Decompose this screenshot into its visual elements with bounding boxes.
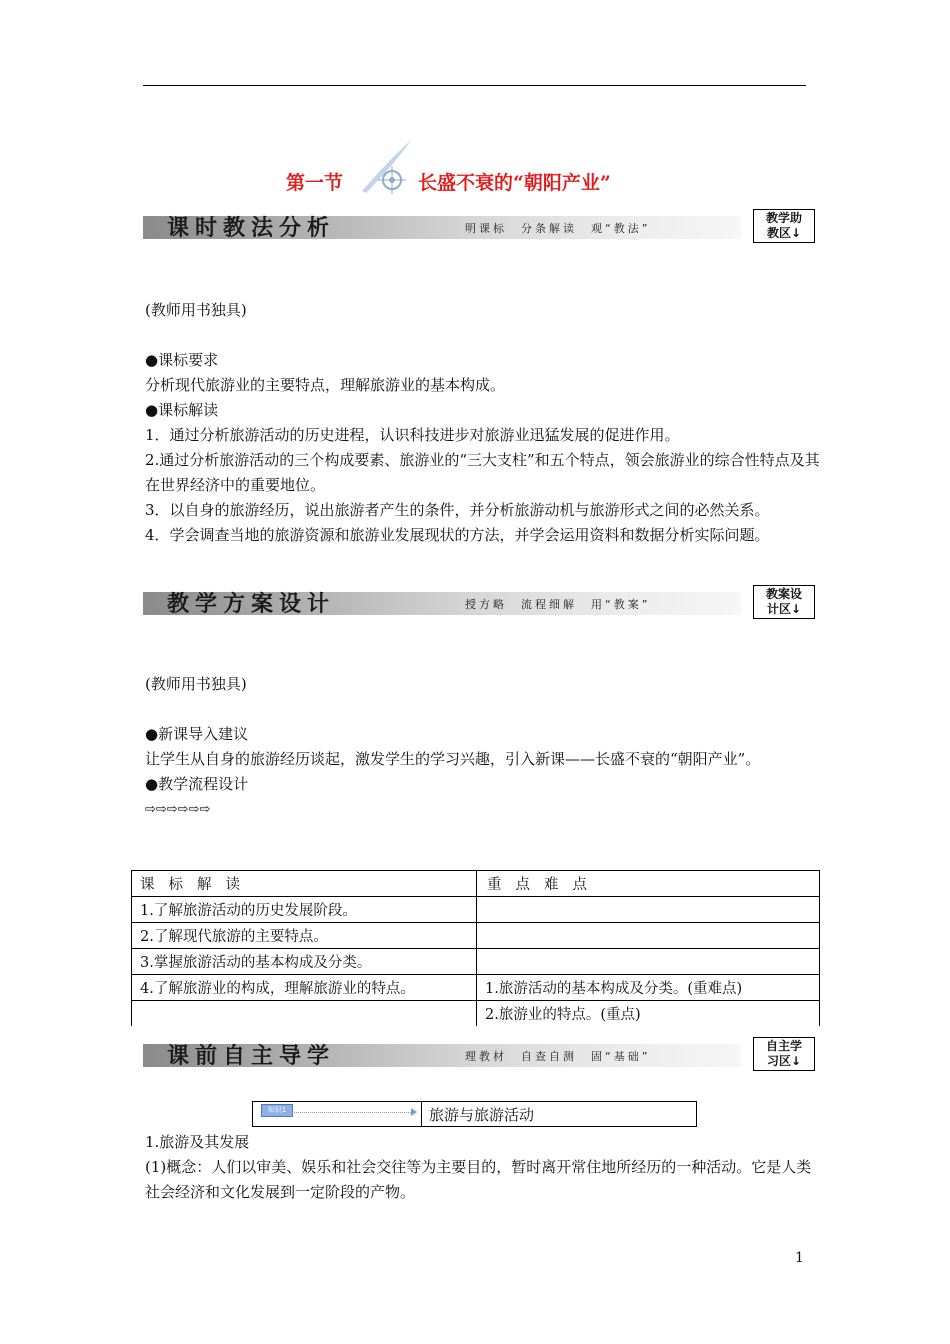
compass-emblem-icon	[356, 133, 416, 197]
zone-line-2: 教区↓	[766, 226, 802, 240]
flow-arrows: ⇨⇨⇨⇨⇨⇨	[145, 802, 211, 817]
banner-zone-box	[753, 1037, 815, 1071]
part1-body	[145, 298, 825, 548]
banner-zone-box	[753, 209, 815, 243]
heading-intro: ●新课导入建议	[145, 725, 249, 743]
interpretation-item: 3．以自身的旅游经历，说出旅游者产生的条件，并分析旅游动机与旅游形式之间的必然关系。	[145, 501, 770, 519]
table-cell: 3.掌握旅游活动的基本构成及分类。	[132, 949, 477, 975]
zone-line-2: 计区↓	[766, 602, 802, 616]
teacher-note: (教师用书独具)	[145, 301, 247, 319]
table-row	[132, 897, 820, 923]
part2-body	[145, 672, 825, 822]
down-arrow-icon: ↓	[790, 226, 802, 240]
dotted-arrow-line	[291, 1112, 413, 1113]
down-arrow-icon: ↓	[790, 602, 802, 616]
table-cell	[477, 897, 820, 923]
heading-flow: ●教学流程设计	[145, 775, 249, 793]
banner-title: 课前自主导学	[167, 1044, 336, 1069]
subheading: 1.旅游及其发展	[145, 1133, 250, 1151]
table-cell: 1.了解旅游活动的历史发展阶段。	[132, 897, 477, 923]
page-number: 1	[795, 1250, 804, 1266]
part3-body	[145, 1130, 825, 1205]
section-number: 第一节	[286, 172, 344, 194]
heading-requirement: ●课标要求	[145, 351, 219, 369]
banner-subtitle: 理教材 自查自测 固“基础”	[465, 1050, 651, 1063]
banner-title: 课时教法分析	[167, 216, 336, 241]
table-row	[132, 923, 820, 949]
zone-line-1: 自主学	[765, 1039, 802, 1053]
table-row	[132, 1001, 820, 1027]
standards-table	[131, 870, 820, 1026]
table-cell: 2.旅游业的特点。(重点)	[477, 1001, 820, 1027]
arrow-right-icon	[411, 1108, 417, 1116]
table-header-cell: 重点难点	[477, 871, 820, 897]
heading-interpretation: ●课标解读	[145, 401, 219, 419]
banner-title: 教学方案设计	[167, 592, 336, 617]
banner-teaching-plan	[143, 585, 815, 619]
interpretation-item: 2.通过分析旅游活动的三个构成要素、旅游业的“三大支柱”和五个特点，领会旅游业的综合性特点及其在世界经济中的重要地位。	[145, 451, 820, 494]
zone-line-1: 教学助	[765, 211, 802, 225]
section-title: 长盛不衰的“朝阳产业”	[418, 172, 611, 194]
header-rule	[143, 85, 806, 86]
table-header-cell: 课标解读	[132, 871, 477, 897]
knowledge-tag	[253, 1102, 422, 1126]
table-row	[132, 949, 820, 975]
table-cell: 4.了解旅游业的构成，理解旅游业的特点。	[132, 975, 477, 1001]
knowledge-point-box	[252, 1101, 697, 1127]
zone-line-2: 习区↓	[766, 1054, 802, 1068]
table-cell	[477, 923, 820, 949]
banner-subtitle: 明课标 分条解读 观“教法”	[465, 222, 651, 235]
table-cell: 2.了解现代旅游的主要特点。	[132, 923, 477, 949]
table-row	[132, 975, 820, 1001]
banner-self-study	[143, 1037, 815, 1071]
chapter-title	[0, 165, 950, 199]
down-arrow-icon: ↓	[790, 1054, 802, 1068]
knowledge-title: 旅游与旅游活动	[429, 1106, 535, 1124]
requirement-text: 分析现代旅游业的主要特点，理解旅游业的基本构成。	[145, 376, 506, 394]
intro-text: 让学生从自身的旅游经历谈起，激发学生的学习兴趣，引入新课——长盛不衰的“朝阳产业”。	[145, 750, 761, 768]
knowledge-label: 知识1	[261, 1104, 293, 1117]
banner-subtitle: 授方略 流程细解 用“教案”	[465, 598, 651, 611]
interpretation-item: 4．学会调查当地的旅游资源和旅游业发展现状的方法，并学会运用资料和数据分析实际问题。	[145, 526, 770, 544]
interpretation-item: 1．通过分析旅游活动的历史进程，认识科技进步对旅游业迅猛发展的促进作用。	[145, 426, 680, 444]
zone-line-1: 教案设	[765, 587, 802, 601]
banner-teaching-analysis	[143, 209, 815, 243]
concept-text: (1)概念：人们以审美、娱乐和社会交往等为主要目的，暂时离开常住地所经历的一种活动。它是人类社会经济和文化发展到一定阶段的产物。	[145, 1158, 812, 1201]
table-cell: 1.旅游活动的基本构成及分类。(重难点)	[477, 975, 820, 1001]
table-cell	[477, 949, 820, 975]
table-cell	[132, 1001, 477, 1027]
teacher-note: (教师用书独具)	[145, 675, 247, 693]
banner-zone-box	[753, 585, 815, 619]
table-header-row	[132, 871, 820, 897]
